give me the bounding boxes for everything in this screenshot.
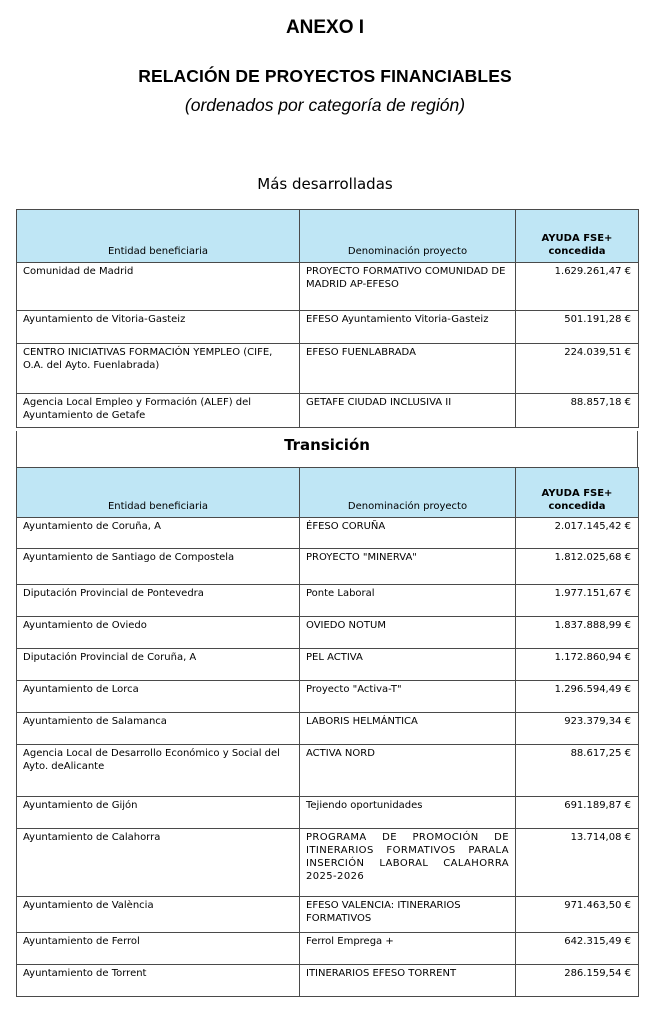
- col-header-entidad: Entidad beneficiaria: [17, 468, 300, 518]
- cell-ayuda: 88.617,25 €: [516, 745, 639, 797]
- table-row: [17, 681, 639, 713]
- cell-proyecto: ITINERARIOS EFESO TORRENT: [300, 965, 516, 997]
- cell-entidad: Agencia Local de Desarrollo Económico y Social del Ayto. deAlicante: [17, 745, 300, 797]
- document-title: RELACIÓN DE PROYECTOS FINANCIABLES: [138, 66, 512, 86]
- table-row: [17, 549, 639, 585]
- cell-ayuda: 286.159,54 €: [516, 965, 639, 997]
- table-row: [17, 585, 639, 617]
- cell-ayuda: 1.837.888,99 €: [516, 617, 639, 649]
- cell-ayuda: 88.857,18 €: [516, 394, 639, 428]
- table-row: [17, 897, 639, 933]
- cell-ayuda: 1.296.594,49 €: [516, 681, 639, 713]
- cell-entidad: Diputación Provincial de Pontevedra: [17, 585, 300, 617]
- cell-proyecto: PROYECTO FORMATIVO COMUNIDAD DE MADRID AP-EFESO: [300, 263, 516, 311]
- cell-entidad: Ayuntamiento de Calahorra: [17, 829, 300, 897]
- cell-entidad: Ayuntamiento de Ferrol: [17, 933, 300, 965]
- cell-ayuda: 224.039,51 €: [516, 344, 639, 394]
- cell-ayuda: 971.463,50 €: [516, 897, 639, 933]
- cell-ayuda: 642.315,49 €: [516, 933, 639, 965]
- cell-entidad: Ayuntamiento de Salamanca: [17, 713, 300, 745]
- cell-ayuda: 1.812.025,68 €: [516, 549, 639, 585]
- cell-ayuda: 1.977.151,67 €: [516, 585, 639, 617]
- cell-proyecto: PROYECTO "MINERVA": [300, 549, 516, 585]
- annex-heading: ANEXO I: [285, 17, 365, 38]
- cell-proyecto: EFESO Ayuntamiento Vitoria-Gasteiz: [300, 311, 516, 344]
- cell-proyecto: EFESO FUENLABRADA: [300, 344, 516, 394]
- table-row: [17, 263, 639, 311]
- cell-proyecto: ÉFESO CORUÑA: [300, 518, 516, 549]
- cell-ayuda: 691.189,87 €: [516, 797, 639, 829]
- table-row: [17, 797, 639, 829]
- cell-proyecto: Ferrol Emprega +: [300, 933, 516, 965]
- document-subtitle: (ordenados por categoría de región): [184, 95, 466, 115]
- cell-ayuda: 501.191,28 €: [516, 311, 639, 344]
- cell-entidad: Ayuntamiento de València: [17, 897, 300, 933]
- cell-entidad: Ayuntamiento de Oviedo: [17, 617, 300, 649]
- table-transicion: [16, 467, 639, 997]
- cell-ayuda: 1.629.261,47 €: [516, 263, 639, 311]
- cell-proyecto: Proyecto "Activa-T": [300, 681, 516, 713]
- cell-entidad: CENTRO INICIATIVAS FORMACIÓN YEMPLEO (CIFE, O.A. del Ayto. Fuenlabrada): [17, 344, 300, 394]
- cell-proyecto: Tejiendo oportunidades: [300, 797, 516, 829]
- cell-proyecto: PEL ACTIVA: [300, 649, 516, 681]
- cell-entidad: Ayuntamiento de Lorca: [17, 681, 300, 713]
- cell-proyecto: ACTIVA NORD: [300, 745, 516, 797]
- cell-ayuda: 923.379,34 €: [516, 713, 639, 745]
- table-row: [17, 311, 639, 344]
- cell-ayuda: 13.714,08 €: [516, 829, 639, 897]
- table-row: [17, 745, 639, 797]
- col-header-entidad: Entidad beneficiaria: [17, 210, 300, 263]
- cell-entidad: Ayuntamiento de Gijón: [17, 797, 300, 829]
- table-row: [17, 394, 639, 428]
- col-header-ayuda: AYUDA FSE+ concedida: [516, 468, 639, 518]
- table-row: [17, 933, 639, 965]
- table-row: [17, 344, 639, 394]
- cell-proyecto: GETAFE CIUDAD INCLUSIVA II: [300, 394, 516, 428]
- cell-proyecto: OVIEDO NOTUM: [300, 617, 516, 649]
- col-header-ayuda: AYUDA FSE+ concedida: [516, 210, 639, 263]
- cell-entidad: Comunidad de Madrid: [17, 263, 300, 311]
- cell-entidad: Ayuntamiento de Santiago de Compostela: [17, 549, 300, 585]
- cell-ayuda: 2.017.145,42 €: [516, 518, 639, 549]
- table-row: [17, 713, 639, 745]
- cell-entidad: Ayuntamiento de Vitoria-Gasteiz: [17, 311, 300, 344]
- section-title-mas-desarrolladas: Más desarrolladas: [257, 175, 393, 193]
- table-row: [17, 965, 639, 997]
- table-row: [17, 649, 639, 681]
- col-header-proyecto: Denominación proyecto: [300, 468, 516, 518]
- cell-entidad: Diputación Provincial de Coruña, A: [17, 649, 300, 681]
- cell-entidad: Ayuntamiento de Torrent: [17, 965, 300, 997]
- table-mas-desarrolladas: [16, 209, 639, 428]
- table-row: [17, 518, 639, 549]
- cell-proyecto: EFESO VALENCIA: ITINERARIOS FORMATIVOS: [300, 897, 516, 933]
- section-title-transicion: Transición: [16, 431, 638, 467]
- col-header-proyecto: Denominación proyecto: [300, 210, 516, 263]
- cell-ayuda: 1.172.860,94 €: [516, 649, 639, 681]
- cell-entidad: Agencia Local Empleo y Formación (ALEF) del Ayuntamiento de Getafe: [17, 394, 300, 428]
- cell-proyecto: PROGRAMA DE PROMOCIÓN DE ITINERARIOS FORMATIVOS PARALA INSERCIÓN LABORAL CALAHORRA 2025-2026: [300, 829, 516, 897]
- table-row: [17, 617, 639, 649]
- cell-proyecto: Ponte Laboral: [300, 585, 516, 617]
- cell-proyecto: LABORIS HELMÁNTICA: [300, 713, 516, 745]
- cell-entidad: Ayuntamiento de Coruña, A: [17, 518, 300, 549]
- table-row: [17, 829, 639, 897]
